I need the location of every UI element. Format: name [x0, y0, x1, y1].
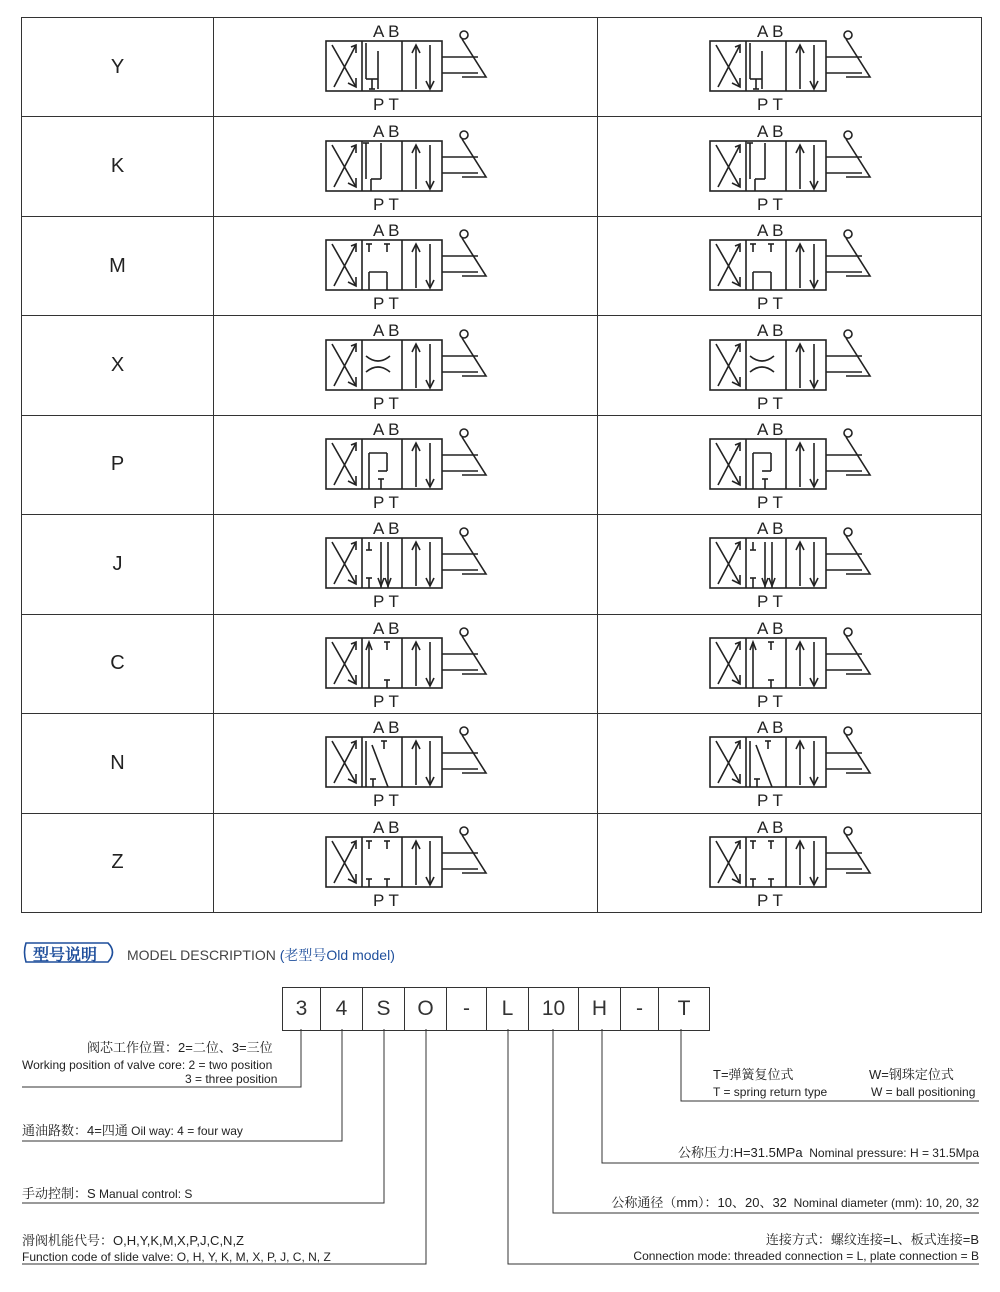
- spool-symbol-alt: [598, 216, 982, 315]
- spool-symbol: [316, 419, 496, 511]
- desc-return-w-zh: W=钢珠定位式: [869, 1067, 954, 1082]
- spool-symbol-three-position: [214, 813, 598, 913]
- spool-symbol-three-position: [214, 316, 598, 415]
- port-label-bottom: P T: [372, 791, 399, 810]
- desc-return-w-en: W = ball positioning: [871, 1085, 976, 1099]
- spool-code: X: [22, 316, 214, 415]
- spool-row: [22, 614, 982, 713]
- spool-row: [22, 117, 982, 216]
- desc-position-en-2: 3 = three position: [185, 1072, 278, 1086]
- spool-code: Y: [22, 18, 214, 117]
- spool-symbol-alt: [598, 614, 982, 713]
- spool-symbol: [700, 121, 880, 213]
- leader-manual: [22, 1029, 384, 1203]
- desc-manual: 手动控制：S Manual control: S: [22, 1186, 193, 1201]
- spool-symbol-three-position: [214, 515, 598, 614]
- spool-symbol: [316, 518, 496, 610]
- port-label-top: A B: [372, 419, 399, 439]
- port-label-bottom: P T: [372, 95, 399, 114]
- spool-symbol: [700, 717, 880, 809]
- spool-symbol-three-position: [214, 614, 598, 713]
- section-title: [127, 945, 395, 965]
- spool-row: [22, 216, 982, 315]
- spool-symbol-alt: [598, 415, 982, 514]
- spool-code: P: [22, 415, 214, 514]
- port-label-bottom: P T: [372, 592, 399, 611]
- port-label-bottom: P T: [372, 691, 399, 710]
- spool-row: [22, 515, 982, 614]
- model-code-segment: T: [677, 997, 691, 1020]
- spool-symbol: [700, 419, 880, 511]
- spool-symbol-alt: [598, 813, 982, 913]
- port-label-top: A B: [756, 320, 783, 340]
- spool-row: [22, 813, 982, 913]
- model-code-segment: L: [487, 988, 529, 1030]
- port-label-bottom: P T: [756, 592, 783, 611]
- leader-diameter: [553, 1029, 979, 1213]
- port-label-bottom: P T: [756, 95, 783, 114]
- port-label-top: A B: [372, 121, 399, 141]
- spool-symbol-alt: [598, 18, 982, 117]
- port-label-bottom: P T: [756, 791, 783, 810]
- spool-code: M: [22, 216, 214, 315]
- spool-function-table: [21, 17, 982, 913]
- port-label-bottom: P T: [756, 194, 783, 213]
- port-label-top: A B: [756, 718, 783, 738]
- spool-symbol-alt: [598, 714, 982, 813]
- spool-symbol: [700, 21, 880, 113]
- port-label-top: A B: [756, 221, 783, 241]
- spool-symbol: [316, 817, 496, 909]
- spool-symbol: [316, 121, 496, 213]
- spool-symbol-alt: [598, 316, 982, 415]
- section-badge: 型号说明: [33, 947, 98, 964]
- spool-code: J: [22, 515, 214, 614]
- model-code-segment: O: [405, 988, 447, 1030]
- spool-symbol: [316, 618, 496, 710]
- port-label-top: A B: [756, 419, 783, 439]
- spool-symbol: [700, 518, 880, 610]
- spool-symbol: [316, 717, 496, 809]
- port-label-top: A B: [372, 221, 399, 241]
- desc-position-en: Working position of valve core: 2 = two position: [22, 1058, 273, 1072]
- spool-row: [22, 714, 982, 813]
- spool-code: N: [22, 714, 214, 813]
- port-label-top: A B: [372, 817, 399, 837]
- spool-symbol: [316, 21, 496, 113]
- section-title-note: (老型号Old model): [279, 947, 395, 963]
- desc-function-zh: 滑阀机能代号：O,H,Y,K,M,X,P,J,C,N,Z: [22, 1233, 244, 1248]
- port-label-top: A B: [756, 618, 783, 638]
- model-code-segment: -: [621, 988, 659, 1030]
- spool-row: [22, 415, 982, 514]
- spool-symbol: [700, 220, 880, 312]
- model-code-segment: H: [579, 988, 621, 1030]
- desc-return-t-en: T = spring return type: [713, 1085, 828, 1099]
- port-label-top: A B: [372, 320, 399, 340]
- spool-symbol: [316, 220, 496, 312]
- desc-connection-zh: 连接方式：螺纹连接=L、板式连接=B: [765, 1232, 979, 1247]
- spool-symbol: [700, 817, 880, 909]
- port-label-top: A B: [372, 718, 399, 738]
- port-label-top: A B: [756, 22, 783, 42]
- desc-function-en: Function code of slide valve: O, H, Y, K, M, X, P, J, C, N, Z: [22, 1250, 331, 1264]
- spool-code: C: [22, 614, 214, 713]
- model-code-segment: 10: [529, 988, 579, 1030]
- model-code-segment: -: [447, 988, 487, 1030]
- spool-symbol: [316, 320, 496, 412]
- port-label-bottom: P T: [372, 492, 399, 511]
- port-label-top: A B: [756, 121, 783, 141]
- spool-symbol-three-position: [214, 415, 598, 514]
- desc-oil-way: 通油路数：4=四通 Oil way: 4 = four way: [22, 1123, 243, 1138]
- spool-symbol-alt: [598, 117, 982, 216]
- model-code-row: [282, 987, 710, 1031]
- model-code-segment: S: [363, 988, 405, 1030]
- port-label-top: A B: [372, 618, 399, 638]
- desc-position-zh: 阀芯工作位置：2=二位、3=三位: [87, 1040, 273, 1055]
- desc-diameter: 公称通径（mm）：10、20、32 Nominal diameter (mm): 10, 20, 32: [611, 1195, 979, 1210]
- desc-return-t-zh: T=弹簧复位式: [713, 1067, 794, 1082]
- spool-row: [22, 18, 982, 117]
- port-label-bottom: P T: [756, 890, 783, 909]
- port-label-bottom: P T: [756, 393, 783, 412]
- port-label-bottom: P T: [756, 294, 783, 313]
- spool-symbol-three-position: [214, 18, 598, 117]
- port-label-bottom: P T: [372, 294, 399, 313]
- port-label-bottom: P T: [372, 393, 399, 412]
- model-code-segment: 4: [321, 988, 363, 1030]
- spool-symbol-three-position: [214, 714, 598, 813]
- spool-code: K: [22, 117, 214, 216]
- port-label-bottom: P T: [372, 194, 399, 213]
- desc-pressure: 公称压力:H=31.5MPa Nominal pressure: H = 31.5Mpa: [677, 1145, 979, 1160]
- spool-symbol-three-position: [214, 216, 598, 315]
- port-label-bottom: P T: [756, 691, 783, 710]
- spool-row: [22, 316, 982, 415]
- port-label-bottom: P T: [372, 890, 399, 909]
- spool-symbol: [700, 320, 880, 412]
- model-code-segment: 3: [283, 988, 321, 1030]
- port-label-top: A B: [372, 22, 399, 42]
- port-label-top: A B: [372, 519, 399, 539]
- port-label-top: A B: [756, 817, 783, 837]
- spool-symbol: [700, 618, 880, 710]
- desc-connection-en: Connection mode: threaded connection = L, plate connection = B: [633, 1249, 979, 1263]
- spool-symbol-three-position: [214, 117, 598, 216]
- port-label-top: A B: [756, 519, 783, 539]
- port-label-bottom: P T: [756, 492, 783, 511]
- spool-symbol-alt: [598, 515, 982, 614]
- section-title-en: MODEL DESCRIPTION: [127, 947, 276, 963]
- spool-code: Z: [22, 813, 214, 913]
